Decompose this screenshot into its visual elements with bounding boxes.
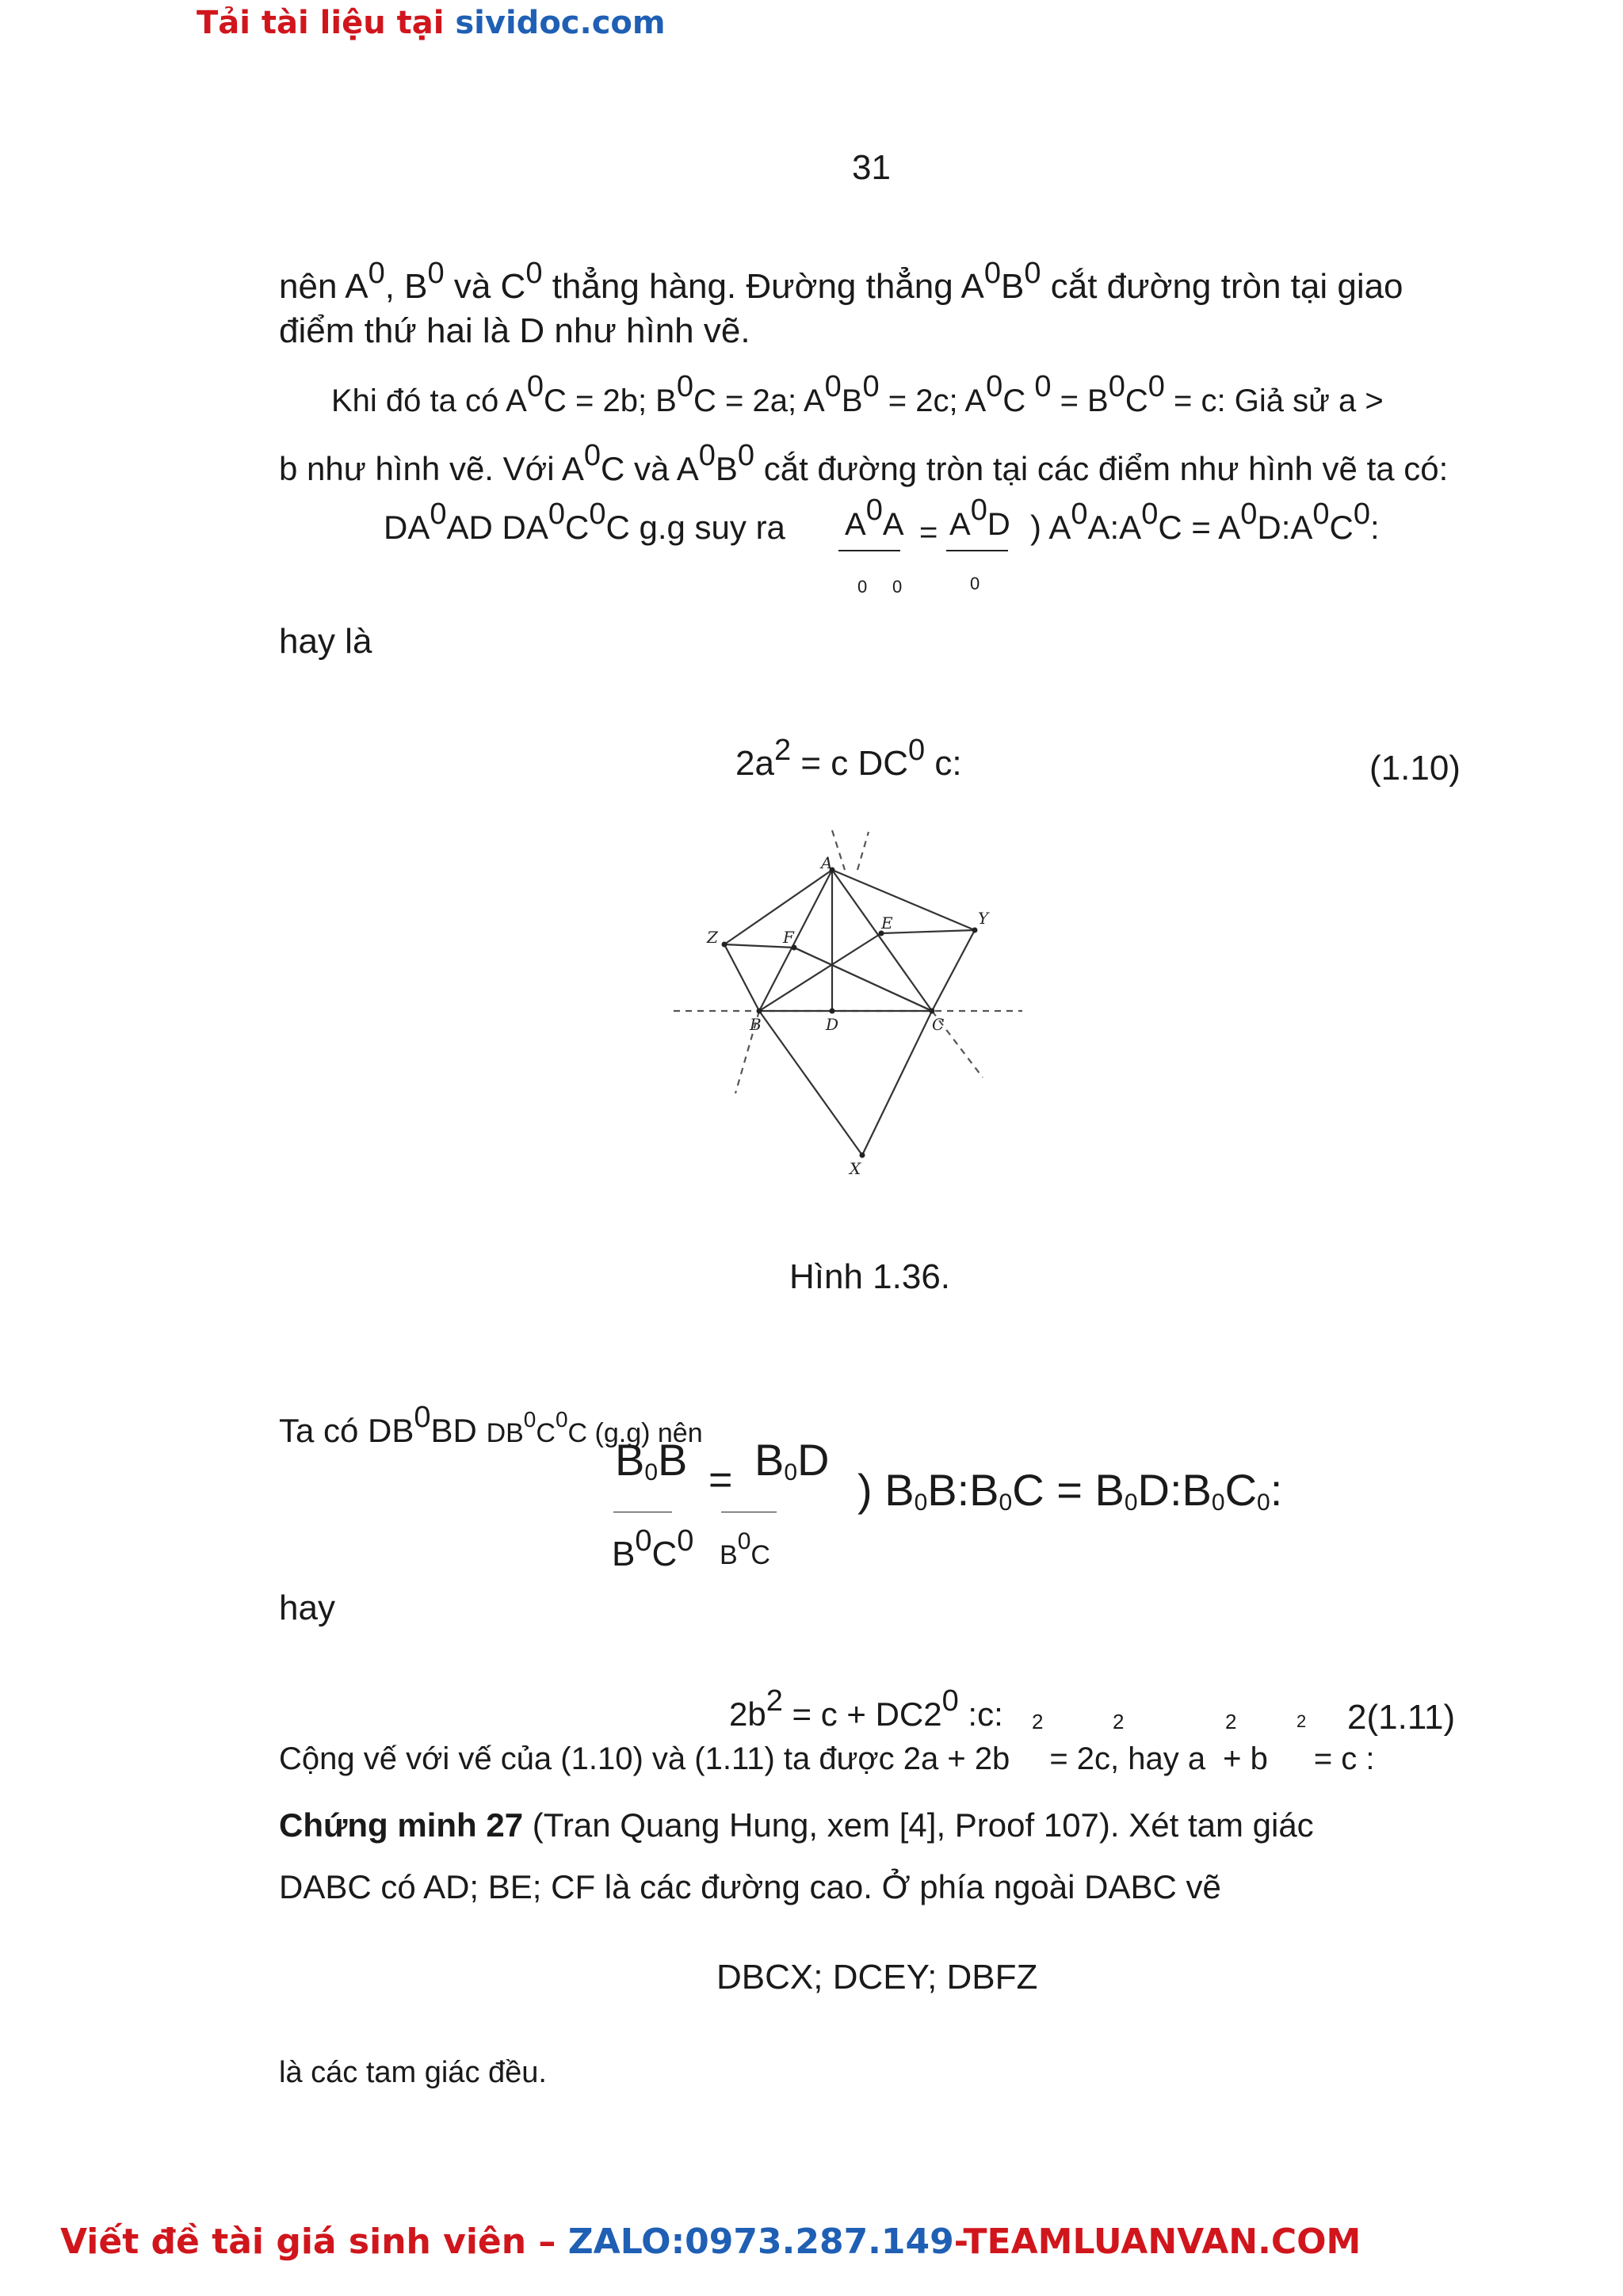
sub-mark-1: 0: [857, 577, 868, 597]
proof-line1: Chứng minh 27 (Tran Quang Hung, xem [4], Proof 107). Xét tam giác: [279, 1806, 1314, 1844]
figure-labels: [706, 853, 990, 1178]
proof-line2: DABC có AD; BE; CF là các đường cao. Ở phía ngoài DABC vẽ: [279, 1868, 1221, 1905]
triangles-line: DBCX; DCEY; DBFZ: [716, 1958, 1038, 1997]
para1-line1: nên $A^0$, $B^0$ và $C^0$ thẳng hàng. Đường thẳng $A^0B^0$ cắt đường tròn tại giao: [279, 257, 1403, 306]
footer-site[interactable]: -TEAMLUANVAN.COM: [953, 2222, 1361, 2262]
footer-banner: [60, 2222, 1361, 2262]
label-f: F: [783, 928, 794, 947]
label-z: Z: [707, 928, 718, 947]
proof-title: Chứng minh 27: [279, 1806, 524, 1844]
frac-eq: =: [708, 1457, 733, 1503]
para2-line2: b như hình vẽ. Với $A^0C$ và $A^0B^0$ cắt đường tròn tại các điểm như hình vẽ ta có:: [279, 439, 1449, 487]
fraction-bar-1: [838, 550, 900, 551]
hay: hay: [279, 1589, 335, 1627]
frac-den-1: $B^0C^0$: [612, 1524, 694, 1573]
label-x: X: [850, 1159, 861, 1178]
footer-text: Viết đề tài giá sinh viên –: [60, 2222, 568, 2262]
sub-mark-2: 0: [892, 577, 903, 597]
equation-label-1-11: 2(1.11): [1347, 1698, 1456, 1737]
fraction-a0d: $A^0D$: [949, 494, 1010, 542]
frac-den-2: $B^0C$: [720, 1528, 770, 1570]
figure-lines: [674, 830, 1022, 1155]
geometry-figure: [674, 824, 1038, 1180]
para2-line1: Khi đó ta có $A^0C = 2b$; $B^0C = 2a$; $A^0B^0 = 2c$; $A^0C$ $^0 = B^0C^0 = c$: Giả sử a >: [331, 370, 1384, 418]
fraction-a0a: $A^0A$: [845, 494, 904, 542]
footer-zalo[interactable]: ZALO:0973.287.149: [567, 2222, 954, 2262]
label-d: D: [826, 1015, 839, 1034]
fraction-equals: =: [919, 515, 938, 550]
label-e: E: [881, 913, 893, 933]
label-b: B: [750, 1015, 762, 1034]
sub-mark-3: 0: [970, 574, 980, 593]
sum-line: Cộng vế với vế của (1.10) và (1.11) ta được 2a + 2b = 2c, hay a + b = c :: [279, 1741, 1375, 1776]
last-line: là các tam giác đều.: [279, 2056, 547, 2089]
label-c: C: [932, 1015, 945, 1034]
header-site-link[interactable]: sividoc.com: [455, 5, 666, 41]
eq111-mark-4: 2: [1296, 1711, 1307, 1731]
figure-points: [722, 868, 978, 1158]
frac-rhs: ) $B_0B:B_0C$ = $B_0D:B_0C_0$:: [857, 1465, 1283, 1516]
frac-num-1: $B_0B$: [615, 1435, 688, 1486]
para2-line3-rhs: ) $A^0A:A^0C$ = $A^0D:A^0C^0$:: [1030, 498, 1380, 546]
figure-caption: Hình 1.36.: [789, 1257, 951, 1296]
header-prefix: Tải tài liệu tại: [197, 5, 456, 41]
label-a: A: [821, 853, 833, 872]
equation-1-11: $2b^2 = c + DC2^0$ :c:: [729, 1684, 1003, 1733]
para1-line2: điểm thứ hai là D như hình vẽ.: [279, 311, 750, 350]
page-number: 31: [852, 148, 891, 187]
eq111-mark-2: 2: [1113, 1710, 1125, 1733]
header-banner: [197, 5, 666, 41]
label-y: Y: [978, 909, 989, 928]
equation-label-1-10: (1.10): [1369, 749, 1461, 788]
eq111-mark-1: 2: [1032, 1710, 1044, 1733]
para2-line3: $DA^0AD$ $DA^0C^0C$ g.g suy ra: [384, 498, 785, 546]
eq111-mark-3: 2: [1225, 1710, 1237, 1733]
para3-line: Ta có $DB^0BD$ $DB^0C^0C$ (g.g) nên: [279, 1401, 703, 1449]
fraction-bar-2: [946, 550, 1008, 551]
equation-1-10: $2a^2 = c$ $DC^0$ c:: [735, 734, 962, 783]
hay-la: hay là: [279, 622, 372, 661]
frac-num-2: $B_0D$: [754, 1435, 830, 1486]
